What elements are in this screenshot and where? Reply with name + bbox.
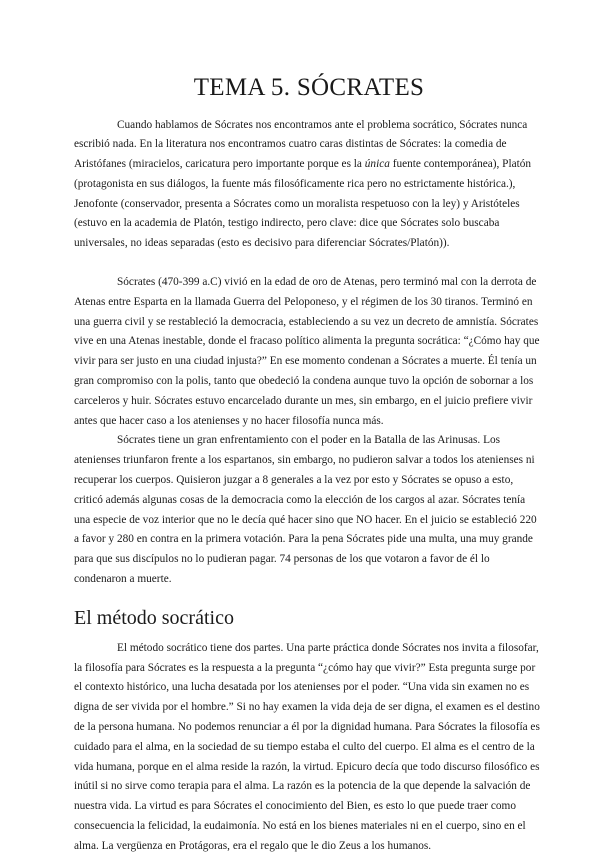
paragraph-intro-text-end: fuente contemporánea), Platón (protagonista en sus diálogos, la fuente más filosóficamente rica pero no estrictamente histórica.), Jenofonte (conservador, presenta a Sócrates como un moralista respetuoso con la ley) y Aristóteles (estuvo en la academia de Platón, testigo indirecto, pero clave: dice que Sócrates solo buscaba universales, no ideas separadas (esto es decisivo para diferenciar Sócrates/Platón)). [74, 158, 532, 250]
emphasis-unica: única [364, 158, 390, 171]
page-title: TEMA 5. SÓCRATES [193, 74, 425, 101]
paragraph-arinusas: Sócrates tiene un gran enfrentamiento con el poder en la Batalla de las Arinusas. Los atenienses triunfaron frente a los espartanos, sin embargo, no pudieron salvar a todos los atenienses ni recuperar los cuerpos. Quisieron juzgar a 8 generales a la vez por esto y Sócrates se opuso a esto, criticó además algunas cosas de la democracia como la elección de los cargos al azar. Sócrates tenía una especie de voz interior que no le decía qué hacer sino que NO hacer. En el juicio se estableció 220 a favor y 280 en contra en la primera votación. Para la pena Sócrates pide una multa, una muy grande para que sus discípulos no lo pudieran pagar. 74 personas de los que votaron a favor de él lo condenaron a muerte. [74, 434, 537, 586]
section-heading-method: El método socrático [74, 606, 234, 629]
paragraph-history: Sócrates (470-399 a.C) vivió en la edad de oro de Atenas, pero terminó mal con la derrota de Atenas entre Esparta en la llamada Guerra del Peloponeso, y el régimen de los 30 tiranos. Terminó en una guerra civil y se restableció la democracia, estableciendo a su vez un decreto de amnistía. Sócrates vive en una Atenas inestable, donde el fracaso político alimenta la pregunta socrática: “¿Cómo hay que vivir para ser justo en una ciudad injusta?” En ese momento condenan a Sócrates a muerte. Él tenía un gran compromiso con la polis, tanto que obedeció la condena aunque tuvo la opción de sobornar a los carceleros y huir. Sócrates estuvo encarcelado durante un mes, sin embargo, en el juicio prefiere vivir antes que hacer caso a los atenienses y no hacer filosofía nunca más. [74, 276, 540, 427]
paragraph-method: El método socrático tiene dos partes. Una parte práctica donde Sócrates nos invita a filosofar, la filosofía para Sócrates es la respuesta a la pregunta “¿cómo hay que vivir?” Esta pregunta surge por el contexto histórico, una lucha desatada por los atenienses por el poder. “Una vida sin examen no es digna de ser vivida por el hombre.” Si no hay examen la vida deja de ser digna, el examen es el destino de la persona humana. No podemos renunciar a él por la dignidad humana. Para Sócrates la filosofía es cuidado para el alma, en la sociedad de su tiempo estaba el culto del cuerpo. El alma es el centro de la vida humana, porque en el alma reside la razón, la virtud. Epicuro decía que todo discurso filosófico es inútil si no sirve como terapia para el alma. La razón es la potencia de la que depende la salvación de nuestra vida. La virtud es para Sócrates el conocimiento del Bien, es esto lo que puede traer como consecuencia la felicidad, la eudaimonía. No está en los bienes materiales ni en el cuerpo, sino en el alma. La vergüenza en Protágoras, era el regalo que le dio Zeus a los humanos. [74, 641, 540, 852]
paragraph-intro-text: Cuando hablamos de Sócrates nos encontramos ante el problema socrático, Sócrates nunca escribió nada. En la literatura nos encontramos cuatro caras distintas de Sócrates: la comedia de Aristófanes (miracielos, caricatura pero importante porque es la [74, 118, 528, 171]
paragraph-spacer [74, 254, 544, 273]
paragraph-intro [74, 116, 544, 255]
